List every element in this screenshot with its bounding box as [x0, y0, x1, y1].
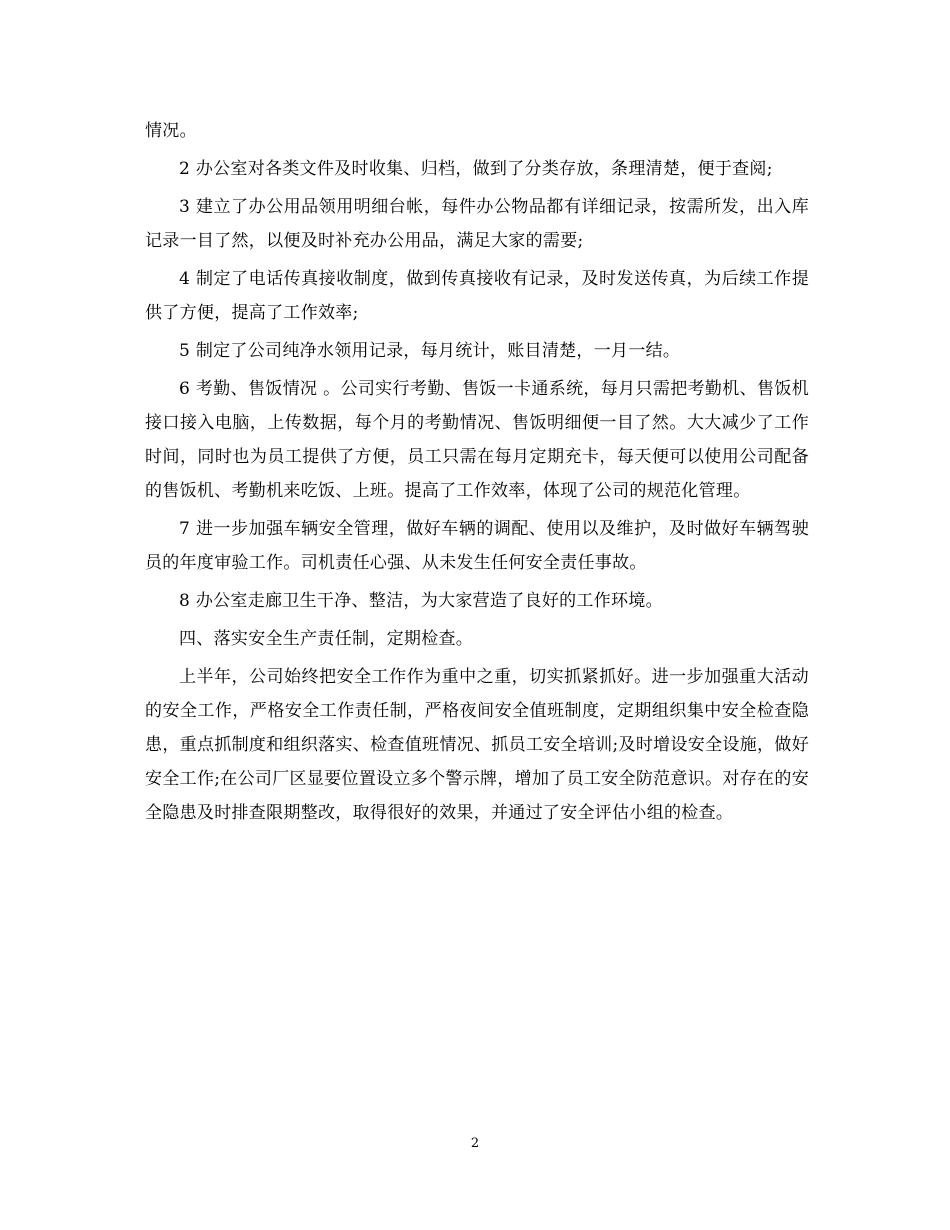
- paragraph-safety: 上半年，公司始终把安全工作作为重中之重，切实抓紧抓好。进一步加强重大活动的安全工作，严格安全工作责任制，严格夜间安全值班制度，定期组织集中安全检查隐患，重点抓制度和组织落实、检查值班情况、抓员工安全培训;及时增设安全设施，做好安全工作;在公司厂区显要位置设立多个警示牌，增加了员工安全防范意识。对存在的安全隐患及时排查限期整改，取得很好的效果，并通过了安全评估小组的检查。: [145, 667, 809, 823]
- paragraph-item-7: 7 进一步加强车辆安全管理，做好车辆的调配、使用以及维护，及时做好车辆驾驶员的年度审验工作。司机责任心强、从未发生任何安全责任事故。: [145, 519, 809, 573]
- paragraph-item-2: 2 办公室对各类文件及时收集、归档，做到了分类存放，条理清楚，便于查阅;: [179, 159, 773, 179]
- paragraph-continuation: 情况。: [145, 121, 197, 141]
- section-heading-4: 四、落实安全生产责任制，定期检查。: [179, 629, 474, 649]
- page-number: 2: [470, 1136, 480, 1151]
- document-body: [145, 114, 809, 834]
- paragraph-item-5: 5 制定了公司纯净水领用记录，每月统计，账目清楚，一月一结。: [179, 341, 681, 361]
- paragraph-item-3: 3 建立了办公用品领用明细台帐，每件办公物品都有详细记录，按需所发，出入库记录一目了然，以便及时补充办公用品，满足大家的需要;: [145, 197, 809, 251]
- paragraph-item-6: 6 考勤、售饭情况 。公司实行考勤、售饭一卡通系统，每月只需把考勤机、售饭机接口接入电脑，上传数据，每个月的考勤情况、售饭明细便一目了然。大大减少了工作时间，同时也为员工提供了方便，员工只需在每月定期充卡，每天便可以使用公司配备的售饭机、考勤机来吃饭、上班。提高了工作效率，体现了公司的规范化管理。: [145, 379, 809, 501]
- paragraph-item-8: 8 办公室走廊卫生干净、整洁，为大家营造了良好的工作环境。: [179, 591, 663, 611]
- paragraph-item-4: 4 制定了电话传真接收制度，做到传真接收有记录，及时发送传真，为后续工作提供了方便，提高了工作效率;: [145, 269, 809, 323]
